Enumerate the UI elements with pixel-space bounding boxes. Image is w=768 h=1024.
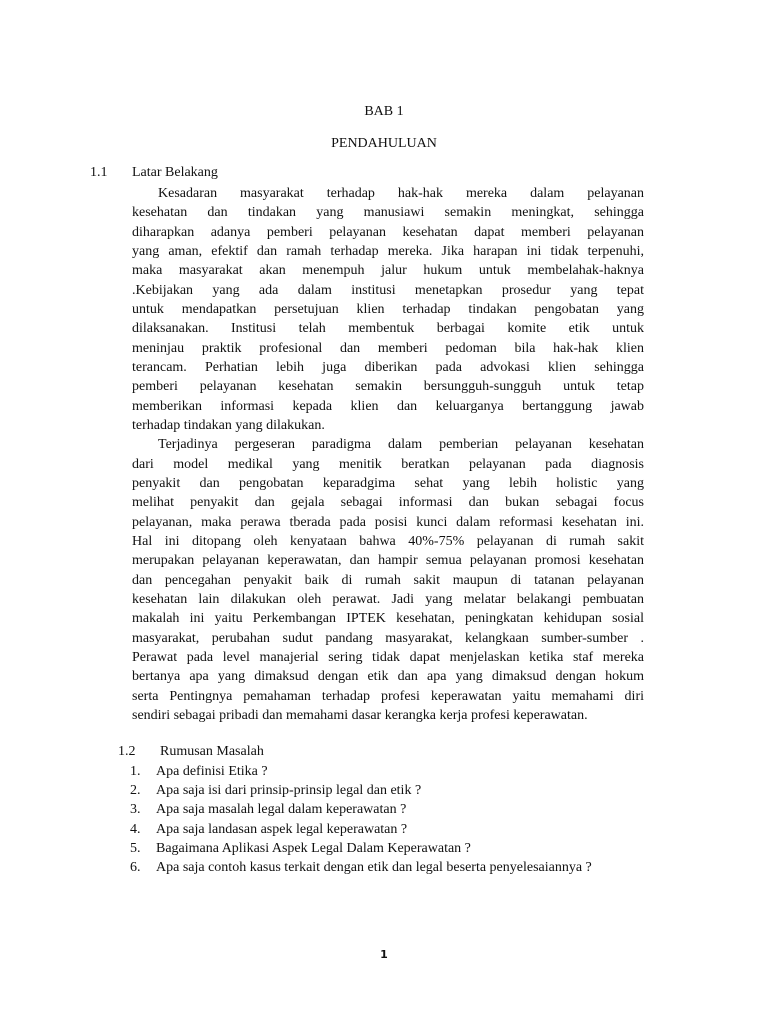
chapter-title: PENDAHULUAN: [331, 136, 437, 151]
paragraph-line: dari model medikal yang menitik beratkan pelayanan pada diagnosis: [132, 457, 644, 472]
paragraph-line: dilaksanakan. Institusi telah membentuk berbagai komite etik untuk: [132, 321, 644, 336]
paragraph-line: serta Pentingnya pemahaman terhadap profesi keperawatan yaitu memahami diri: [132, 689, 644, 704]
paragraph-line: merupakan pelayanan keperawatan, dan hampir semua pelayanan promosi kesehatan: [132, 553, 644, 568]
list-item: 5. Bagaimana Aplikasi Aspek Legal Dalam Keperawatan ?: [130, 841, 471, 856]
paragraph-line: melihat penyakit dan gejala sebagai informasi dan bukan sebagai focus: [132, 495, 644, 510]
paragraph-line: pelayanan, maka perawa tberada pada posisi kunci dalam reformasi kesehatan ini.: [132, 515, 644, 530]
paragraph-line: yang aman, efektif dan ramah terhadap mereka. Jika harapan ini tidak terpenuhi,: [132, 244, 644, 259]
page-number: 1: [380, 948, 388, 961]
paragraph-line: sendiri sebagai pribadi dan memahami dasar kerangka kerja profesi keperawatan.: [132, 708, 588, 723]
paragraph-line: memberikan informasi kepada klien dan keluarganya bertanggung jawab: [132, 399, 644, 414]
paragraph-line: kesehatan dan tindakan yang manusiawi semakin meningkat, sehingga: [132, 205, 644, 220]
paragraph-line: .Kebijakan yang ada dalam institusi menetapkan prosedur yang tepat: [132, 283, 644, 298]
chapter-label: BAB 1: [364, 104, 404, 119]
paragraph-line: terhadap tindakan yang dilakukan.: [132, 418, 325, 433]
section-title: Latar Belakang: [132, 165, 218, 180]
section-number: 1.2: [118, 744, 136, 759]
paragraph-line: pemberi pelayanan kesehatan semakin bersungguh-sungguh untuk tetap: [132, 379, 644, 394]
paragraph-line: masyarakat, perubahan sudut pandang masyarakat, kelangkaan sumber-sumber .: [132, 631, 644, 646]
paragraph-line: Terjadinya pergeseran paradigma dalam pemberian pelayanan kesehatan: [158, 437, 644, 452]
list-item: 1. Apa definisi Etika ?: [130, 764, 268, 779]
section-number: 1.1: [90, 165, 108, 180]
paragraph-line: terancam. Perhatian lebih juga diberikan pada advokasi klien sehingga: [132, 360, 644, 375]
list-item: 4. Apa saja landasan aspek legal keperawatan ?: [130, 822, 408, 837]
paragraph-line: kesehatan lain dilakukan oleh perawat. Jadi yang melatar belakangi pembuatan: [132, 592, 644, 607]
paragraph-line: penyakit dan pengobatan keparadgima sehat yang lebih holistic yang: [132, 476, 644, 491]
paragraph-line: makalah ini yaitu Perkembangan IPTEK kesehatan, peningkatan kehidupan sosial: [132, 611, 644, 626]
paragraph-line: meninjau praktik profesional dan memberi pedoman bila hak-hak klien: [132, 341, 644, 356]
paragraph-line: maka masyarakat akan menempuh jalur hukum untuk membelahak-haknya: [132, 263, 644, 278]
list-item: 3. Apa saja masalah legal dalam keperawatan ?: [130, 802, 407, 817]
paragraph-line: untuk mendapatkan persetujuan klien terhadap tindakan pengobatan yang: [132, 302, 644, 317]
list-item: 6. Apa saja contoh kasus terkait dengan etik dan legal beserta penyelesaiannya ?: [130, 860, 592, 875]
paragraph-line: Hal ini ditopang oleh kenyataan bahwa 40%-75% pelayanan di rumah sakit: [132, 534, 644, 549]
section-title: Rumusan Masalah: [160, 744, 264, 759]
paragraph-line: Perawat pada level manajerial sering tidak dapat menjelaskan ketika staf mereka: [132, 650, 644, 665]
paragraph-line: diharapkan adanya pemberi pelayanan kesehatan dapat memberi pelayanan: [132, 225, 644, 240]
list-item: 2. Apa saja isi dari prinsip-prinsip legal dan etik ?: [130, 783, 422, 798]
paragraph-line: dan pencegahan penyakit baik di rumah sakit maupun di tatanan pelayanan: [132, 573, 644, 588]
paragraph-line: bertanya apa yang dimaksud dengan etik dan apa yang dimaksud dengan hokum: [132, 669, 644, 684]
paragraph-line: Kesadaran masyarakat terhadap hak-hak mereka dalam pelayanan: [158, 186, 644, 201]
